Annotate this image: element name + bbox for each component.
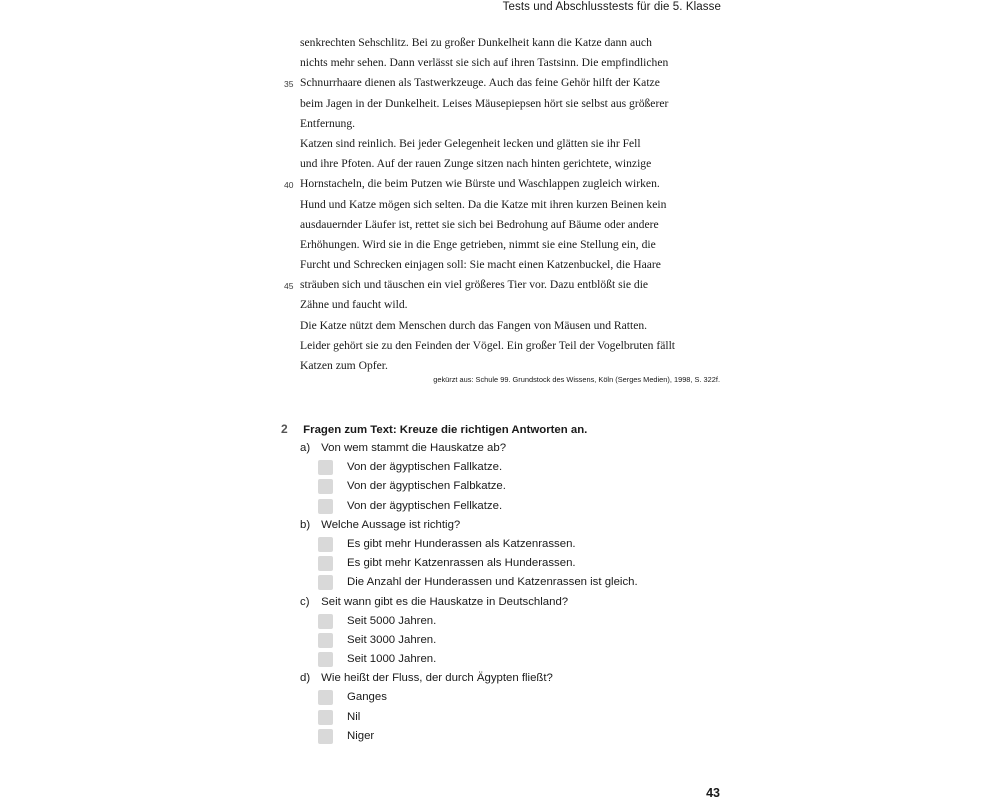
text-line: [300, 235, 720, 255]
line-text: Katzen sind reinlich. Bei jeder Gelegenheit lecken und glätten sie ihr Fell: [300, 136, 641, 150]
text-line: [300, 33, 720, 53]
answer-option: [281, 612, 721, 631]
answer-option: [281, 497, 721, 516]
answer-option: [281, 631, 721, 650]
answer-checkbox[interactable]: [318, 499, 333, 514]
answer-option: [281, 535, 721, 554]
task-number: 2: [281, 422, 288, 436]
question-a: [281, 439, 721, 458]
text-line: [300, 53, 720, 73]
question-d: [281, 669, 721, 688]
answer-checkbox[interactable]: [318, 537, 333, 552]
line-text: Hornstacheln, die beim Putzen wie Bürste und Waschlappen zugleich wirken.: [300, 177, 660, 191]
line-text: nichts mehr sehen. Dann verlässt sie sich auf ihren Tastsinn. Die empfindlichen: [300, 56, 669, 70]
answer-checkbox[interactable]: [318, 614, 333, 629]
question-b: [281, 516, 721, 535]
question-text: Wie heißt der Fluss, der durch Ägypten fließt?: [321, 672, 553, 685]
line-text: ausdauernder Läufer ist, rettet sie sich bei Bedrohung auf Bäume oder andere: [300, 217, 659, 231]
text-line: [284, 73, 720, 93]
answer-option: [281, 650, 721, 669]
answer-checkbox[interactable]: [318, 479, 333, 494]
question-letter: b): [300, 518, 311, 531]
text-line: [300, 215, 720, 235]
answer-option: [281, 688, 721, 707]
option-text: Seit 1000 Jahren.: [347, 653, 437, 666]
text-line: [300, 336, 720, 356]
line-text: beim Jagen in der Dunkelheit. Leises Mäusepiepsen hört sie selbst aus größerer: [300, 96, 669, 110]
option-text: Es gibt mehr Hunderassen als Katzenrassen.: [347, 537, 576, 550]
task-heading: [281, 419, 721, 439]
line-text: Leider gehört sie zu den Feinden der Vögel. Ein großer Teil der Vogelbruten fällt: [300, 338, 676, 352]
question-letter: c): [300, 595, 310, 608]
line-text: Hund und Katze mögen sich selten. Da die Katze mit ihren kurzen Beinen kein: [300, 197, 667, 211]
line-text: Furcht und Schrecken einjagen soll: Sie macht einen Katzenbuckel, die Haare: [300, 258, 661, 272]
line-number: 45: [284, 281, 294, 292]
text-line: [300, 295, 720, 315]
answer-option: [281, 477, 721, 496]
page-number: 43: [706, 786, 720, 800]
question-letter: a): [300, 442, 311, 454]
line-text: Zähne und faucht wild.: [300, 298, 408, 312]
text-line: [300, 134, 720, 154]
answer-checkbox[interactable]: [318, 652, 333, 667]
answer-option: [281, 708, 721, 727]
text-line: [300, 316, 720, 336]
text-line: [300, 195, 720, 215]
line-text: Die Katze nützt dem Menschen durch das Fangen von Mäusen und Ratten.: [300, 318, 648, 332]
option-text: Seit 3000 Jahren.: [347, 633, 437, 646]
option-text: Niger: [347, 729, 375, 742]
answer-option: [281, 573, 721, 592]
answer-checkbox[interactable]: [318, 575, 333, 590]
answer-checkbox[interactable]: [318, 460, 333, 475]
question-letter: d): [300, 672, 311, 685]
question-text: Von wem stammt die Hauskatze ab?: [321, 442, 507, 454]
option-text: Von der ägyptischen Falbkatze.: [347, 480, 506, 493]
line-text: senkrechten Sehschlitz. Bei zu großer Dunkelheit kann die Katze dann auch: [300, 36, 652, 49]
line-text: Schnurrhaare dienen als Tastwerkzeuge. Auch das feine Gehör hilft der Katze: [300, 76, 660, 90]
line-text: Erhöhungen. Wird sie in die Enge getrieben, nimmt sie eine Stellung ein, die: [300, 237, 656, 251]
line-text: Entfernung.: [300, 116, 356, 130]
line-number: 35: [284, 79, 294, 90]
line-number: 40: [284, 180, 294, 191]
option-text: Von der ägyptischen Fellkatze.: [347, 499, 503, 512]
option-text: Die Anzahl der Hunderassen und Katzenrassen ist gleich.: [347, 576, 638, 589]
question-c: [281, 593, 721, 612]
line-text: und ihre Pfoten. Auf der rauen Zunge sitzen nach hinten gerichtete, winzige: [300, 157, 652, 171]
answer-checkbox[interactable]: [318, 710, 333, 725]
question-text: Welche Aussage ist richtig?: [321, 518, 461, 531]
question-text: Seit wann gibt es die Hauskatze in Deutschland?: [321, 595, 569, 608]
option-text: Von der ägyptischen Fallkatze.: [347, 461, 503, 474]
task-section: [281, 419, 721, 746]
option-text: Es gibt mehr Katzenrassen als Hunderassen.: [347, 557, 576, 570]
text-line: [284, 174, 720, 194]
answer-checkbox[interactable]: [318, 690, 333, 705]
text-line: [300, 255, 720, 275]
running-head: Tests und Abschlusstests für die 5. Klasse: [502, 1, 721, 13]
reading-text: [284, 33, 720, 376]
text-line: [284, 275, 720, 295]
answer-option: [281, 727, 721, 746]
text-line: [300, 154, 720, 174]
answer-option: [281, 554, 721, 573]
line-text: sträuben sich und täuschen ein viel größeres Tier vor. Dazu entblößt sie die: [300, 278, 649, 292]
answer-checkbox[interactable]: [318, 556, 333, 571]
answer-option: [281, 458, 721, 477]
option-text: Seit 5000 Jahren.: [347, 614, 437, 627]
text-line: [300, 356, 720, 376]
answer-checkbox[interactable]: [318, 633, 333, 648]
text-line: [300, 94, 720, 114]
option-text: Nil: [347, 710, 361, 723]
text-line: [300, 114, 720, 134]
option-text: Ganges: [347, 691, 387, 704]
source-citation: gekürzt aus: Schule 99. Grundstock des Wissens, Köln (Serges Medien), 1998, S. 322f.: [433, 375, 720, 384]
task-title: Fragen zum Text: Kreuze die richtigen Antworten an.: [303, 424, 588, 436]
line-text: Katzen zum Opfer.: [300, 359, 388, 372]
answer-checkbox[interactable]: [318, 729, 333, 744]
